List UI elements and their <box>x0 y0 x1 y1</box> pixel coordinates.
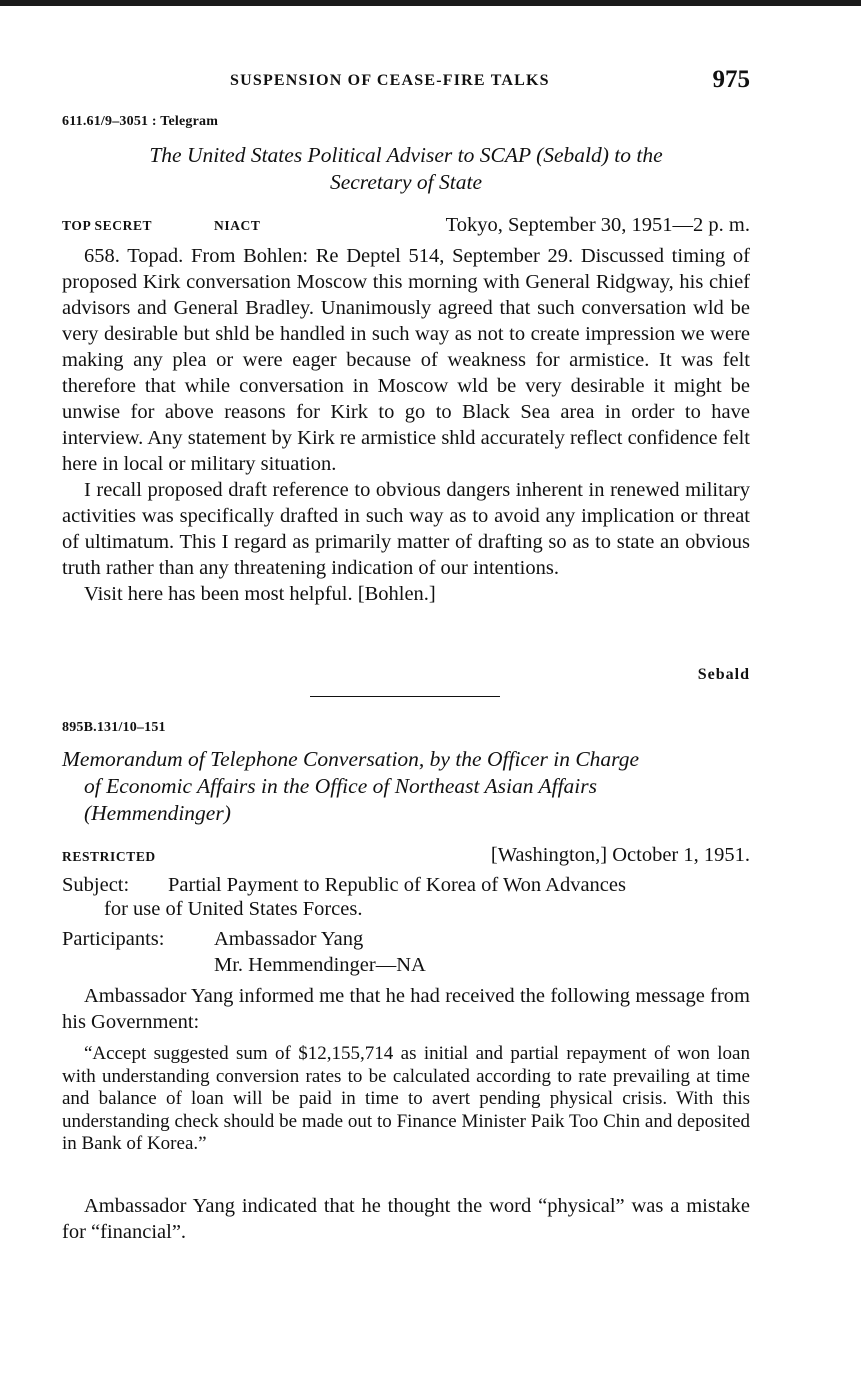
doc1-classification: TOP SECRET <box>62 218 153 233</box>
section-divider <box>310 696 500 697</box>
doc1-reference: 611.61/9–3051 : Telegram <box>62 114 219 129</box>
doc1-place-date: Tokyo, September 30, 1951—2 p. m. <box>445 214 750 236</box>
doc2-place-date: [Washington,] October 1, 1951. <box>490 844 750 866</box>
doc2-paragraph-2-text: Ambassador Yang indicated that he thought the word “physical” was a mistake for “financial”. <box>62 1195 750 1243</box>
subject-line2: for use of United States Forces. <box>104 898 363 920</box>
doc2-reference: 895B.131/10–151 <box>62 720 166 735</box>
doc1-paragraph-2: I recall proposed draft reference to obvious dangers inherent in renewed military activities was specifically drafted in such way as to avoid any implication or threat of ultimatum. This I regard as primarily matter of drafting so as to state an obvious truth rather than any threatening indication of our intentions. <box>62 479 750 579</box>
page-number: 975 <box>712 66 750 93</box>
quoted-message <box>62 1043 750 1156</box>
doc1-heading-line2: Secretary of State <box>329 170 483 194</box>
running-head <box>62 66 750 100</box>
doc2-paragraph-2 <box>62 1193 750 1245</box>
participant-1: Ambassador Yang <box>214 928 364 950</box>
quoted-message-text: “Accept suggested sum of $12,155,714 as initial and partial repayment of won loan with understanding conversion rates to be calculated according to rate prevailing at time and balance of loan will be paid in time to avert pending physical crisis. With this understanding check should be made out to Finance Minister Paik Too Chin and deposited in Bank of Korea.” <box>62 1043 750 1154</box>
doc1-paragraph-3: Visit here has been most helpful. [Bohlen.] <box>84 583 436 605</box>
doc1-heading-line1: The United States Political Adviser to SCAP (Sebald) to the <box>149 143 663 167</box>
doc2-heading-line3: (Hemmendinger) <box>84 801 231 825</box>
doc2-heading-line2: of Economic Affairs in the Office of Northeast Asian Affairs <box>84 774 598 798</box>
doc1-signature: Sebald <box>697 666 750 683</box>
doc1-meta-line <box>62 214 750 240</box>
doc1-body <box>62 243 750 607</box>
doc1-heading <box>62 142 750 196</box>
doc2-meta-line <box>62 844 750 870</box>
doc1-priority: NIACT <box>214 218 261 233</box>
running-head-title: SUSPENSION OF CEASE-FIRE TALKS <box>230 72 550 89</box>
participant-2: Mr. Hemmendinger—NA <box>214 954 426 976</box>
doc2-paragraph-1 <box>62 983 750 1035</box>
participants-label: Participants: <box>62 928 165 950</box>
doc2-heading-line1: Memorandum of Telephone Conversation, by the Officer in Charge <box>62 747 640 771</box>
page-top-border <box>0 0 861 6</box>
doc2-paragraph-1-text: Ambassador Yang informed me that he had received the following message from his Government: <box>62 985 750 1033</box>
subject-line1: Partial Payment to Republic of Korea of Won Advances <box>168 874 626 896</box>
doc2-heading <box>62 746 750 827</box>
doc2-classification: RESTRICTED <box>62 849 156 864</box>
subject-label: Subject: <box>62 874 130 896</box>
doc1-paragraph-1: 658. Topad. From Bohlen: Re Deptel 514, September 29. Discussed timing of proposed Kirk conversation Moscow this morning with General Ridgway, his chief advisors and General Bradley. Unanimously agreed that such conversation wld be very desirable but shld be handled in such way as not to create impression we were making any plea or were eager because of weakness for armistice. It was felt therefore that while conversation in Moscow wld be very desirable it might be unwise for above reasons for Kirk to go to Black Sea area in order to have interview. Any statement by Kirk re armistice shld accurately reflect confidence felt here in local or military situation. <box>62 245 750 475</box>
